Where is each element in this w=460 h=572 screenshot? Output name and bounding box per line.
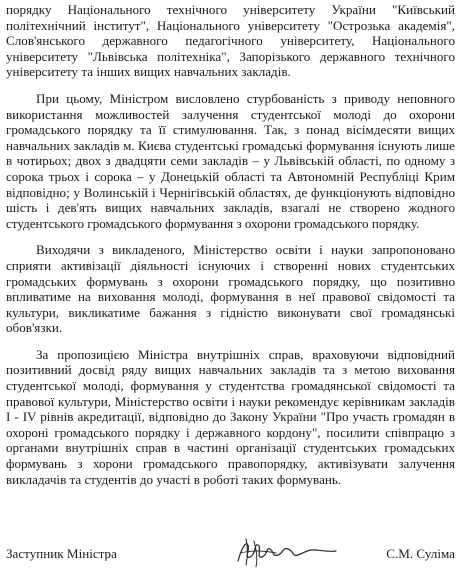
paragraph-gap — [6, 231, 455, 242]
paragraph-proposal: Виходячи з викладеного, Міністерство освіти і науки запропоновано сприяти активізації діяльності існуючих і створенні нових студентських громадських формувань з охорони громадського порядку, що позитивно впливатиме на виховання молоді, формування в неї правової свідомості та культури, викликатиме бажання з гідністю виконувати свої громадянські обов'язки. — [6, 242, 455, 336]
paragraph-gap — [6, 80, 455, 91]
paragraph-gap — [6, 336, 455, 347]
signatory-name: С.М. Суліма — [386, 546, 455, 561]
signatory-position: Заступник Міністра — [6, 546, 117, 561]
paragraph-continuation: порядку Національного технічного університету України "Київський політехнічний інститут", Національного університету "Острозька академія", Слов'янського державного педагогічного університету, Національного університету "Львівська політехніка", Запорізького державного технічного університету та інших вищих навчальних закладів. — [6, 2, 455, 80]
paragraph-concern: При цьому, Міністром висловлено стурбованість з приводу неповного використання можливостей залучення студентської молоді до охорони громадського порядку та її стимулювання. Так, з понад вісімдесяти вищих навчальних закладів м. Києва студентські громадські формування існують лише в чотирьох; двох з двадцяти семи закладів – у Львівській області, по одному з сорока трьох і сорока – у Донецькій області та Автономній Республіці Крим відповідно; у Волинській і Чернігівській областях, де функціонують відповідно шість і дев'ять вищих навчальних закладів, взагалі не створено жодного студентського громадського формування з охорони громадського порядку. — [6, 90, 455, 231]
signature-block — [6, 535, 455, 571]
document-body — [6, 2, 455, 487]
paragraph-recommendation: За пропозицією Міністра внутрішніх справ, враховуючи відповідний позитивний досвід ряду вищих навчальних закладів та з метою виховання студентської молоді, формування у студентства громадянської свідомості та правової культури, Міністерство освіти і науки рекомендує керівникам закладів І - IV рівнів акредитації, відповідно до Закону України "Про участь громадян в охороні громадського порядку і державного кордону", посилити співпрацю з органами внутрішніх справ в частині організації студентських громадських формувань з хорони громадського правопорядку, активізувати залучення викладачів та студентів до участі в роботі таких формувань. — [6, 346, 455, 487]
handwritten-signature — [232, 535, 342, 569]
